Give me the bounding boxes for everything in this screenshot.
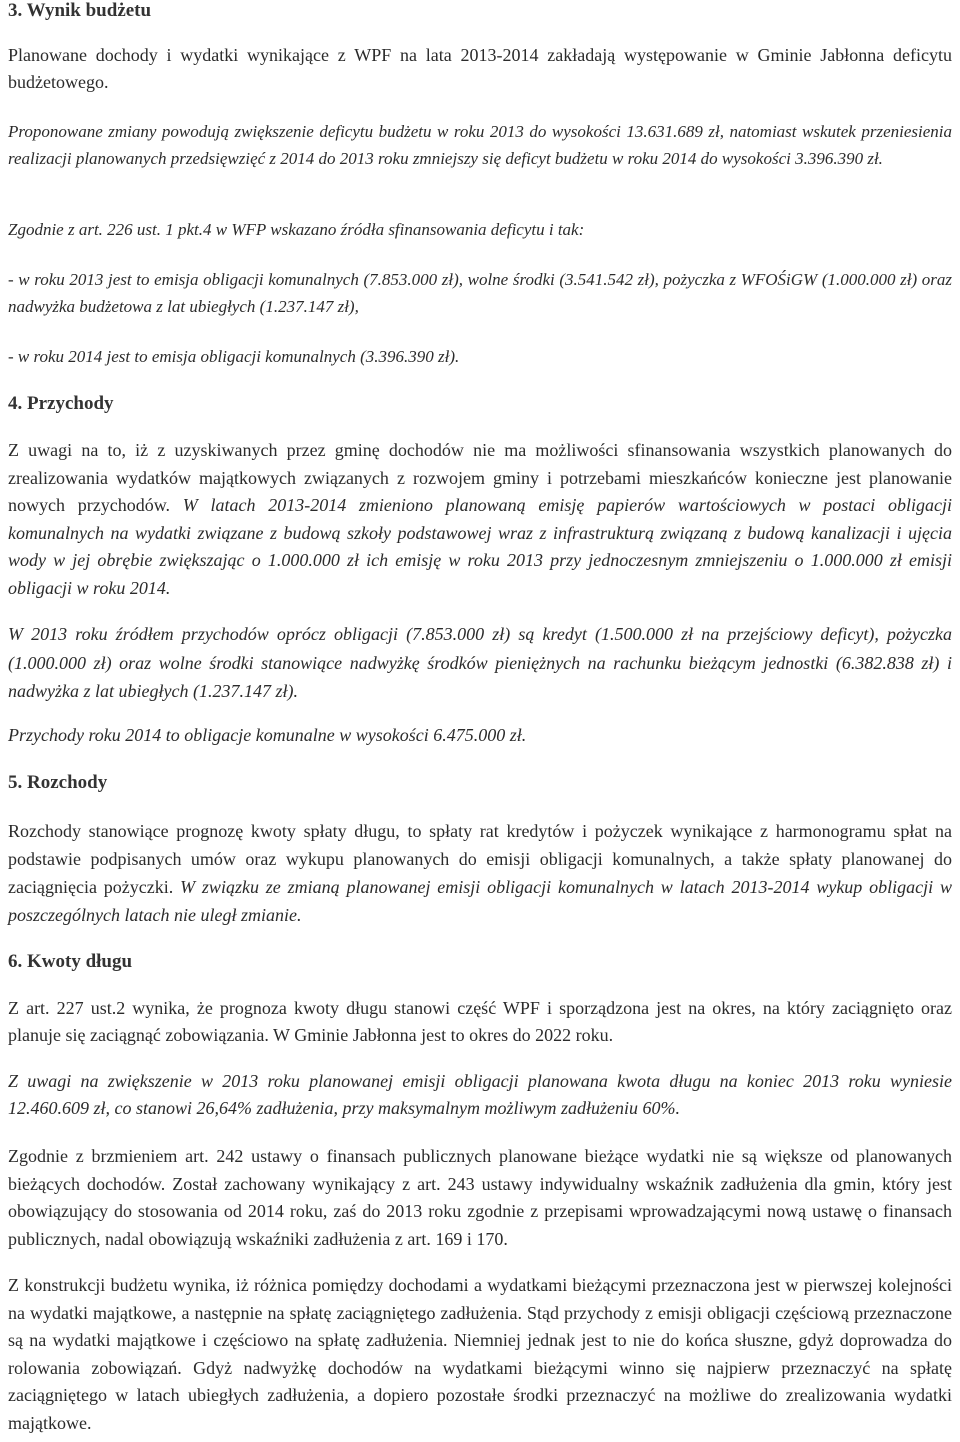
paragraph-italic: W 2013 roku źródłem przychodów oprócz obligacji (7.853.000 zł) są kredyt (1.500.000 zł na przejściowy deficyt), pożyczka (1.000.000 zł) oraz wolne środki stanowiące nadwyżkę środków pieniężnych na rachunku bieżącym jednostki (6.382.838 zł) i nadwyżka z lat ubiegłych (1.237.147 zł). [8,624,952,701]
list-item-2014: - w roku 2014 jest to emisja obligacji komunalnych (3.396.390 zł). [8,347,460,366]
paragraph: Z konstrukcji budżetu wynika, iż różnica pomiędzy dochodami a wydatkami bieżącymi przeznaczona jest w pierwszej kolejności na wydatki majątkowe, a następnie na spłatę zaciągniętego zadłużenia. Stąd przychody z emisji obligacji częściową przeznaczone są na wydatki majątkowe i częściowo na spłatę zadłużenia. Niemniej jednak jest to nie do końca słuszne, gdyż doprowadza do rolowania zobowiązań. Gdyż nadwyżkę dochodów na wydatkami bieżącymi winno się najpierw przeznaczyć na spłatę zaciągniętego w latach ubiegłych zadłużenia, a dopiero pozostałe środki przeznaczyć na możliwe do zrealizowania wydatki majątkowe. [8,1275,952,1433]
section-heading-expenditures: 5. Rozchody [8,772,108,793]
paragraph-text-italic: W latach 2013-2014 zmieniono planowaną emisję papierów wartościowych w postaci obligacji komunalnych na wydatki związane z budową szkoły podstawowej wraz z infrastrukturą związaną z budową kanalizacji i ujęcia wody w jej obrębie zwiększając o 1.000.000 zł ich emisję w roku 2013 przy jednoczesnym zmniejszeniu o 1.000.000 zł emisji obligacji w roku 2014. [8,495,953,598]
paragraph-text: Z uwagi na to, iż z uzyskiwanych przez gminę dochodów nie ma możliwości sfinansowania wszystkich planowanych do zrealizowania wydatków majątkowych związanych z rozwojem gminy i potrzebami mieszkańców konieczne jest planowanie nowych przychodów. [8,440,952,515]
paragraph: Planowane dochody i wydatki wynikające z WPF na lata 2013-2014 zakładają występowanie w Gminie Jabłonna deficytu budżetowego. [8,45,952,92]
section-heading-debt: 6. Kwoty długu [8,951,133,972]
paragraph: Zgodnie z brzmieniem art. 242 ustawy o finansach publicznych planowane bieżące wydatki nie są większe od planowanych bieżących dochodów. Został zachowany wynikający z art. 243 ustawy indywidualny wskaźnik zadłużenia dla gmin, który jest obowiązujący do stosowania od 2014 roku, zaś do 2013 roku zgodnie z przepisami wprowadzającymi nową ustawę o finansach publicznych, nadal obowiązują wskaźniki zadłużenia z art. 169 i 170. [8,1146,952,1249]
paragraph-revenues [8,437,952,602]
paragraph-text: Rozchody stanowiące prognozę kwoty spłaty długu, to spłaty rat kredytów i pożyczek wynikające z harmonogramu spłat na podstawie podpisanych umów oraz wykupu planowanych do emisji obligacji komunalnych, a także spłaty planowanej do zaciągnięcia pożyczki. [8,821,952,897]
paragraph-italic: Z uwagi na zwiększenie w 2013 roku planowanej emisji obligacji planowana kwota długu na koniec 2013 roku wyniesie 12.460.609 zł, co stanowi 26,64% zadłużenia, przy maksymalnym możliwym zadłużeniu 60%. [8,1071,952,1118]
paragraph-expenditures [8,817,952,929]
section-heading-revenues: 4. Przychody [8,393,114,414]
paragraph-text-italic: W związku ze zmianą planowanej emisji obligacji komunalnych w latach 2013-2014 wykup obligacji w poszczególnych latach nie uległ zmianie. [8,877,952,925]
paragraph: Z art. 227 ust.2 wynika, że prognoza kwoty długu stanowi część WPF i sporządzona jest na okres, na który zaciągnięto oraz planuje się zaciągnąć zobowiązania. W Gminie Jabłonna jest to okres do 2022 roku. [8,998,952,1045]
section-heading-budget-result: 3. Wynik budżetu [8,0,152,21]
paragraph-italic: Zgodnie z art. 226 ust. 1 pkt.4 w WFP wskazano źródła sfinansowania deficytu i tak: [8,220,585,239]
list-item-2013: - w roku 2013 jest to emisja obligacji komunalnych (7.853.000 zł), wolne środki (3.541.542 zł), pożyczka z WFOŚiGW (1.000.000 zł) oraz nadwyżka budżetowa z lat ubiegłych (1.237.147 zł), [8,270,952,316]
paragraph-italic: Przychody roku 2014 to obligacje komunalne w wysokości 6.475.000 zł. [8,725,527,745]
paragraph-italic: Proponowane zmiany powodują zwiększenie deficytu budżetu w roku 2013 do wysokości 13.631.689 zł, natomiast wskutek przeniesienia realizacji planowanych przedsięwzięć z 2014 do 2013 roku zmniejszy się deficyt budżetu w roku 2014 do wysokości 3.396.390 zł. [8,122,952,168]
